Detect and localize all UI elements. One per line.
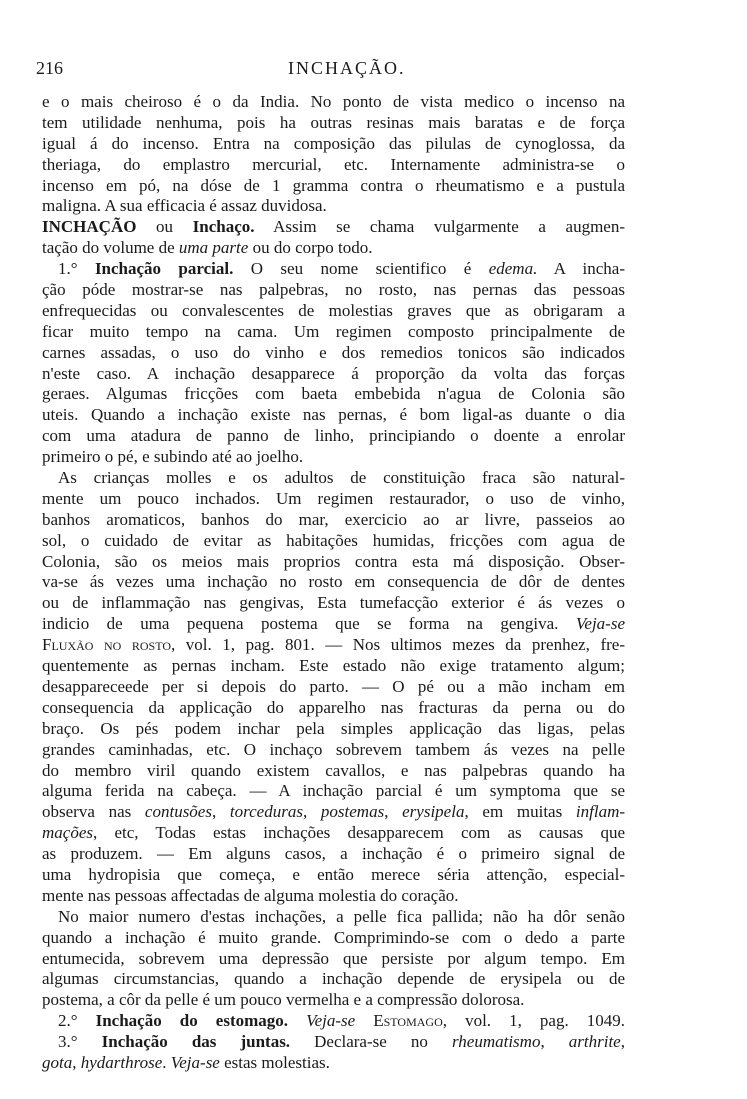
entry-variant: Inchaço. (192, 217, 255, 237)
text-line (42, 635, 625, 656)
text-line: quentemente as pernas incham. Este estado não exige tratamento algum; (42, 656, 625, 676)
text-span: , (302, 802, 321, 822)
subentry-line (42, 1032, 625, 1053)
text-span: , (72, 1052, 81, 1072)
italic-span: mações (42, 823, 93, 843)
running-title: INCHAÇÃO. (288, 58, 406, 78)
text-span: , (384, 802, 403, 822)
text-line: e o mais cheiroso é o da India. No ponto de vista medico o incenso na (42, 92, 625, 111)
entry-heading-line (42, 217, 625, 238)
text-line: ou de inflammação nas gengivas, Esta tumefacção exterior é ás vezes o (42, 593, 625, 613)
text-line: consequencia da applicação do apparelho nas fracturas da perna ou do (42, 697, 625, 717)
text-span: observa nas (42, 802, 145, 822)
page-number: 216 (36, 58, 63, 78)
text-span: ou do corpo todo. (248, 238, 373, 258)
cross-reference: Veja-se (170, 1052, 220, 1072)
text-line: grandes caminhadas, etc. O inchaço sobrevem tambem ás vezes na pelle (42, 739, 625, 759)
text-span: , vol. 1, pag. 801. — Nos ultimos mezes da prenhez, fre- (171, 635, 625, 655)
italic-span: erysipela (402, 802, 465, 822)
text-span: , em muitas (464, 802, 576, 822)
text-span: , (211, 802, 230, 822)
text-span: estas molestias. (219, 1052, 330, 1072)
text-span: A incha- (537, 259, 625, 279)
text-span (288, 1011, 306, 1030)
text-line: primeiro o pé, e subindo até ao joelho. (42, 447, 304, 467)
text-span: Declara-se no (290, 1032, 452, 1052)
text-line: As crianças molles e os adultos de constituição fraca são natural- (58, 468, 625, 488)
text-line: maligna. A sua efficacia é assaz duvidosa. (42, 196, 327, 216)
italic-span: uma parte (178, 238, 249, 258)
text-span: tação do volume de (42, 238, 179, 258)
text-line: uma hydropisia que começa, e então merece séria attenção, especial- (42, 864, 625, 884)
text-line: Colonia, são os meios mais proprios contra esta má disposição. Obser- (42, 551, 625, 571)
italic-span: gota (42, 1052, 73, 1072)
text-line: braço. Os pés podem inchar pela simples applicação das ligas, pelas (42, 718, 625, 738)
text-line: sol, o cuidado de evitar as habitações humidas, fricções com agua de (42, 530, 625, 550)
text-span (355, 1011, 373, 1030)
text-span: , (620, 1032, 625, 1052)
text-line: alguma ferida na cabeça. — A inchação parcial é um symptoma que se (42, 781, 625, 801)
italic-span: edema. (488, 259, 538, 279)
subentry-title: Inchação do estomago. (95, 1011, 289, 1031)
text-span: O seu nome scientifico é (233, 259, 489, 279)
text-line: quando a inchação é muito grande. Comprimindo-se com o dedo a parte (42, 927, 625, 947)
text-line: ficar muito tempo na cama. Um regimen composto principalmente de (42, 321, 625, 341)
subentry-line (42, 1011, 625, 1032)
text-span: . (162, 1052, 171, 1072)
text-line: uteis. Quando a inchação existe nas pernas, é bom ligal-as duante o dia (42, 405, 625, 425)
italic-span: arthrite (568, 1032, 621, 1052)
entry-headword: INCHAÇÃO (42, 217, 137, 237)
italic-span: hydarthrose (80, 1052, 163, 1072)
subentry-title: Inchação parcial. (94, 259, 234, 279)
cross-reference: Veja-se (306, 1011, 356, 1031)
subentry-line (42, 259, 625, 280)
text-line: igual á do incenso. Entra na composição das pilulas de cynoglossa, da (42, 133, 625, 153)
text-line: enfrequecidas ou convalescentes de molestias graves que as obrigaram a (42, 300, 625, 320)
subentry-number: 3.° (58, 1032, 102, 1052)
text-line: mente nas pessoas affectadas de alguma molestia do coração. (42, 885, 459, 905)
subentry-title: Inchação das juntas. (101, 1032, 291, 1052)
text-line (42, 823, 625, 844)
text-span: , vol. 1, pag. 1049. (442, 1011, 625, 1031)
text-line: entumecida, sobrevem uma depressão que persiste por algum tempo. Em (42, 948, 625, 968)
cross-reference-target: Estomago (373, 1011, 443, 1031)
text-line: desappareceede per si depois do parto. — O pé ou a mão incham em (42, 676, 625, 696)
text-span: ou (136, 217, 193, 237)
italic-span: inflam- (575, 802, 625, 822)
text-line (42, 1053, 625, 1074)
text-line: theriaga, do emplastro mercurial, etc. Internamente administra-se o (42, 154, 625, 174)
text-line: do membro viril quando existem cavallos, e nas palpebras quando ha (42, 760, 625, 780)
text-line: banhos aromaticos, banhos do mar, exercicio ao ar livre, passeios ao (42, 509, 625, 529)
italic-span: postemas (320, 802, 385, 822)
italic-span: contusões (144, 802, 212, 822)
cross-reference: Veja-se (575, 614, 625, 634)
text-span: , etc, Todas estas inchações desapparecem com as causas que (92, 823, 625, 843)
page-body (42, 92, 625, 1074)
subentry-number: 2.° (58, 1011, 96, 1031)
page-header (36, 58, 626, 82)
cross-reference-target: Fluxão no rosto (42, 635, 171, 655)
text-span: indicio de uma pequena postema que se forma na gengiva. (42, 614, 576, 634)
text-span: , (540, 1032, 569, 1052)
italic-span: torceduras (229, 802, 303, 822)
subentry-number: 1.° (58, 259, 95, 279)
text-line: ção póde mostrar-se nas palpebras, no rosto, nas pernas das pessoas (42, 280, 625, 300)
text-line (42, 614, 625, 635)
text-line: postema, a côr da pelle é um pouco vermelha e a compressão dolorosa. (42, 990, 525, 1010)
text-line: va-se ás vezes uma inchação no rosto em consequencia de dôr de dentes (42, 572, 625, 592)
text-line: n'este caso. A inchação desapparece á proporção da volta das forças (42, 363, 625, 383)
text-line: No maior numero d'estas inchações, a pelle fica pallida; não ha dôr senão (58, 906, 625, 926)
text-line (42, 238, 625, 259)
text-line: geraes. Algumas fricções com baeta embebida n'agua de Colonia são (42, 384, 625, 404)
text-span: Assim se chama vulgarmente a augmen- (254, 217, 625, 237)
italic-span: rheumatismo (451, 1032, 541, 1052)
text-line: as produzem. — Em alguns casos, a inchação é o primeiro signal de (42, 844, 625, 864)
text-line: com uma atadura de panno de linho, principiando o doente a enrolar (42, 426, 625, 446)
text-line: tem utilidade nenhuma, pois ha outras resinas mais baratas e de força (42, 112, 625, 132)
text-line: mente um pouco inchados. Um regimen restaurador, o uso de vinho, (42, 488, 625, 508)
text-line (42, 802, 625, 823)
text-line: carnes assadas, o uso do vinho e dos remedios tonicos são indicados (42, 342, 625, 362)
text-line: incenso em pó, na dóse de 1 gramma contra o rheumatismo e a pustula (42, 175, 625, 195)
text-line: algumas circumstancias, quando a inchação depende de erysipela ou de (42, 969, 625, 989)
